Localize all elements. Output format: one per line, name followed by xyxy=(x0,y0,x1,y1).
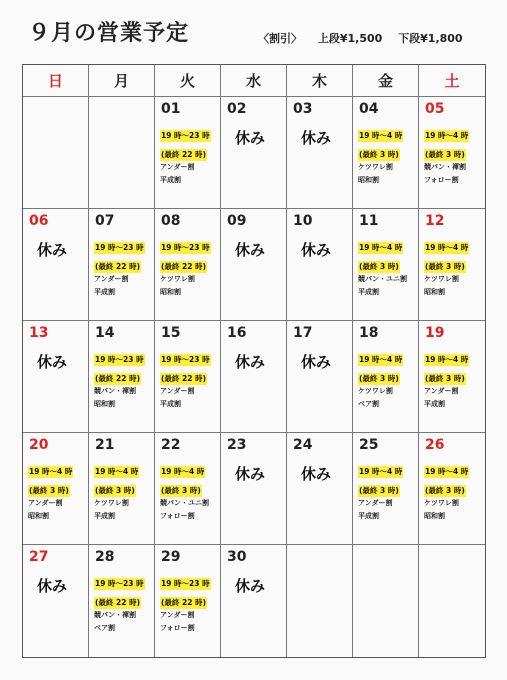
hours-line xyxy=(424,459,485,478)
opening-hours: 19 時〜4 時 xyxy=(425,243,469,252)
last-entry-line xyxy=(358,478,419,497)
hours-line xyxy=(424,235,485,254)
closed-label: 休み xyxy=(301,241,332,259)
day-number: 21 xyxy=(95,437,115,453)
day-cell xyxy=(287,209,353,321)
discount-upper: アンダー割 xyxy=(424,387,459,395)
day-number: 18 xyxy=(359,325,379,341)
opening-hours: 19 時〜23 時 xyxy=(95,243,144,252)
last-entry-line xyxy=(424,478,485,497)
opening-hours: 19 時〜4 時 xyxy=(425,467,469,476)
last-entry: (最終 22 時) xyxy=(161,150,207,159)
last-entry: (最終 22 時) xyxy=(95,598,141,607)
weekday-header-tue: 火 xyxy=(155,65,221,97)
day-number: 07 xyxy=(95,213,115,229)
hours-line xyxy=(160,123,221,142)
day-schedule xyxy=(358,459,419,523)
discount-lower: ベア割 xyxy=(94,624,115,632)
hours-line xyxy=(424,347,485,366)
last-entry: (最終 3 時) xyxy=(161,486,201,495)
hours-line xyxy=(94,347,155,366)
closed-label: 休み xyxy=(235,129,266,147)
day-number: 11 xyxy=(359,213,379,229)
day-schedule xyxy=(424,459,485,523)
opening-hours: 19 時〜23 時 xyxy=(95,579,144,588)
last-entry: (最終 22 時) xyxy=(161,598,207,607)
day-cell xyxy=(23,545,89,657)
last-entry-line xyxy=(94,366,155,385)
day-cell xyxy=(287,97,353,209)
last-entry: (最終 22 時) xyxy=(95,374,141,383)
day-number: 03 xyxy=(293,101,313,117)
discount-upper: 競パン・ユニ割 xyxy=(358,275,407,283)
last-entry: (最終 22 時) xyxy=(161,374,207,383)
opening-hours: 19 時〜4 時 xyxy=(161,467,205,476)
day-cell xyxy=(353,209,419,321)
day-number: 10 xyxy=(293,213,313,229)
hours-line xyxy=(424,123,485,142)
discount-lower: 昭和割 xyxy=(358,176,379,184)
closed-label: 休み xyxy=(235,577,266,595)
hours-line xyxy=(28,459,89,478)
day-number: 28 xyxy=(95,549,115,565)
discount-upper: アンダー割 xyxy=(160,611,195,619)
discount-upper: 競パン・褌割 xyxy=(94,387,136,395)
last-entry-line xyxy=(160,142,221,161)
day-number: 09 xyxy=(227,213,247,229)
closed-label: 休み xyxy=(37,577,68,595)
closed-label: 休み xyxy=(235,353,266,371)
last-entry: (最終 3 時) xyxy=(359,262,399,271)
day-cell xyxy=(419,321,485,433)
calendar-grid xyxy=(22,64,486,658)
day-number: 24 xyxy=(293,437,313,453)
opening-hours: 19 時〜4 時 xyxy=(359,131,403,140)
hours-line xyxy=(358,123,419,142)
day-number: 13 xyxy=(29,325,49,341)
opening-hours: 19 時〜4 時 xyxy=(425,355,469,364)
opening-hours: 19 時〜4 時 xyxy=(359,243,403,252)
discount-lower: 平成割 xyxy=(160,176,181,184)
day-number: 02 xyxy=(227,101,247,117)
day-cell xyxy=(353,433,419,545)
hours-line xyxy=(160,459,221,478)
day-cell xyxy=(155,209,221,321)
last-entry-line xyxy=(94,478,155,497)
empty-day-cell xyxy=(89,97,155,209)
day-cell xyxy=(155,321,221,433)
hours-line xyxy=(358,347,419,366)
day-schedule xyxy=(160,459,221,523)
discount-lower: 昭和割 xyxy=(94,400,115,408)
closed-label: 休み xyxy=(301,465,332,483)
opening-hours: 19 時〜23 時 xyxy=(161,131,210,140)
day-schedule xyxy=(94,347,155,411)
day-number: 06 xyxy=(29,213,49,229)
discount-lower: 昭和割 xyxy=(160,288,181,296)
day-number: 25 xyxy=(359,437,379,453)
discount-lower: 昭和割 xyxy=(424,288,445,296)
last-entry-line xyxy=(358,366,419,385)
discount-upper: ケツワレ割 xyxy=(94,499,129,507)
day-cell xyxy=(155,97,221,209)
day-cell xyxy=(23,433,89,545)
day-schedule xyxy=(94,235,155,299)
discount-upper: アンダー割 xyxy=(160,163,195,171)
last-entry: (最終 22 時) xyxy=(95,262,141,271)
weekday-header-sat: 土 xyxy=(419,65,485,97)
closed-label: 休み xyxy=(235,465,266,483)
opening-hours: 19 時〜23 時 xyxy=(95,355,144,364)
day-schedule xyxy=(94,571,155,635)
discount-lower: 昭和割 xyxy=(28,512,49,520)
day-cell xyxy=(89,321,155,433)
day-cell xyxy=(89,433,155,545)
day-schedule xyxy=(358,347,419,411)
closed-label: 休み xyxy=(301,129,332,147)
day-cell xyxy=(353,321,419,433)
day-schedule xyxy=(160,347,221,411)
discount-upper: 競パン・褌割 xyxy=(94,611,136,619)
day-number: 17 xyxy=(293,325,313,341)
day-number: 01 xyxy=(161,101,181,117)
day-number: 29 xyxy=(161,549,181,565)
hours-line xyxy=(358,459,419,478)
last-entry-line xyxy=(358,254,419,273)
last-entry-line xyxy=(160,366,221,385)
discount-upper: アンダー割 xyxy=(160,387,195,395)
hours-line xyxy=(160,347,221,366)
discount-lower: 昭和割 xyxy=(424,512,445,520)
day-cell xyxy=(221,321,287,433)
discount-lower: 平成割 xyxy=(160,400,181,408)
closed-label: 休み xyxy=(37,241,68,259)
day-cell xyxy=(23,209,89,321)
discount-lower: 平成割 xyxy=(94,288,115,296)
day-cell xyxy=(89,545,155,657)
opening-hours: 19 時〜23 時 xyxy=(161,243,210,252)
last-entry-line xyxy=(160,254,221,273)
hours-line xyxy=(94,235,155,254)
discount-label: 〈割引〉 xyxy=(258,32,302,45)
empty-day-cell xyxy=(353,545,419,657)
day-cell xyxy=(221,97,287,209)
last-entry: (最終 22 時) xyxy=(161,262,207,271)
last-entry-line xyxy=(94,254,155,273)
day-schedule xyxy=(28,459,89,523)
day-schedule xyxy=(358,123,419,187)
day-schedule xyxy=(424,347,485,411)
day-cell xyxy=(353,97,419,209)
day-number: 20 xyxy=(29,437,49,453)
day-number: 16 xyxy=(227,325,247,341)
day-cell xyxy=(23,321,89,433)
opening-hours: 19 時〜23 時 xyxy=(161,355,210,364)
last-entry: (最終 3 時) xyxy=(359,150,399,159)
last-entry: (最終 3 時) xyxy=(425,374,465,383)
discount-upper: 競パン・褌割 xyxy=(424,163,466,171)
discount-lower: フォロー割 xyxy=(160,624,195,632)
empty-day-cell xyxy=(23,97,89,209)
discount-upper: ケツワレ割 xyxy=(424,499,459,507)
hours-line xyxy=(94,571,155,590)
day-cell xyxy=(287,433,353,545)
last-entry-line xyxy=(358,142,419,161)
discount-upper: アンダー割 xyxy=(94,275,129,283)
day-number: 14 xyxy=(95,325,115,341)
discount-lower: 平成割 xyxy=(424,400,445,408)
day-schedule xyxy=(94,459,155,523)
last-entry: (最終 3 時) xyxy=(29,486,69,495)
day-cell xyxy=(419,433,485,545)
day-number: 15 xyxy=(161,325,181,341)
opening-hours: 19 時〜23 時 xyxy=(161,579,210,588)
weekday-header-mon: 月 xyxy=(89,65,155,97)
day-number: 22 xyxy=(161,437,181,453)
last-entry: (最終 3 時) xyxy=(95,486,135,495)
last-entry-line xyxy=(94,590,155,609)
day-cell xyxy=(221,433,287,545)
last-entry: (最終 3 時) xyxy=(359,374,399,383)
day-schedule xyxy=(160,235,221,299)
discount-lower: 平成割 xyxy=(358,512,379,520)
day-schedule xyxy=(160,123,221,187)
day-cell xyxy=(89,209,155,321)
last-entry: (最終 3 時) xyxy=(425,150,465,159)
day-schedule xyxy=(160,571,221,635)
discount-lower: フォロー割 xyxy=(424,176,459,184)
last-entry-line xyxy=(28,478,89,497)
day-number: 19 xyxy=(425,325,445,341)
discount-upper: アンダー割 xyxy=(358,499,393,507)
day-number: 23 xyxy=(227,437,247,453)
day-cell xyxy=(221,545,287,657)
discount-upper: ケツワレ割 xyxy=(358,163,393,171)
day-cell xyxy=(287,321,353,433)
opening-hours: 19 時〜4 時 xyxy=(359,467,403,476)
last-entry: (最終 3 時) xyxy=(425,486,465,495)
day-schedule xyxy=(424,235,485,299)
day-cell xyxy=(419,97,485,209)
hours-line xyxy=(160,571,221,590)
discount-upper: ケツワレ割 xyxy=(358,387,393,395)
empty-day-cell xyxy=(287,545,353,657)
opening-hours: 19 時〜4 時 xyxy=(29,467,73,476)
hours-line xyxy=(94,459,155,478)
discount-upper: 競パン・ユニ割 xyxy=(160,499,209,507)
day-cell xyxy=(155,545,221,657)
last-entry: (最終 3 時) xyxy=(425,262,465,271)
discount-lower: ベア割 xyxy=(358,400,379,408)
day-cell xyxy=(419,209,485,321)
day-cell xyxy=(155,433,221,545)
day-cell xyxy=(221,209,287,321)
day-schedule xyxy=(358,235,419,299)
closed-label: 休み xyxy=(235,241,266,259)
last-entry: (最終 3 時) xyxy=(359,486,399,495)
discount-upper: ケツワレ割 xyxy=(160,275,195,283)
day-number: 08 xyxy=(161,213,181,229)
hours-line xyxy=(358,235,419,254)
weekday-header-thu: 木 xyxy=(287,65,353,97)
empty-day-cell xyxy=(419,545,485,657)
last-entry-line xyxy=(424,142,485,161)
opening-hours: 19 時〜4 時 xyxy=(425,131,469,140)
lower-price: 下段¥1,800 xyxy=(398,32,463,45)
weekday-header-sun: 日 xyxy=(23,65,89,97)
last-entry-line xyxy=(160,590,221,609)
opening-hours: 19 時〜4 時 xyxy=(359,355,403,364)
day-number: 04 xyxy=(359,101,379,117)
day-number: 27 xyxy=(29,549,49,565)
discount-lower: フォロー割 xyxy=(160,512,195,520)
day-number: 30 xyxy=(227,549,247,565)
discount-price-info xyxy=(258,30,475,46)
last-entry-line xyxy=(160,478,221,497)
upper-price: 上段¥1,500 xyxy=(317,32,383,45)
discount-upper: アンダー割 xyxy=(28,499,63,507)
day-number: 26 xyxy=(425,437,445,453)
discount-lower: 平成割 xyxy=(358,288,379,296)
page-title: ９月の営業予定 xyxy=(28,21,190,46)
weekday-header-wed: 水 xyxy=(221,65,287,97)
closed-label: 休み xyxy=(301,353,332,371)
day-schedule xyxy=(424,123,485,187)
day-number: 12 xyxy=(425,213,445,229)
closed-label: 休み xyxy=(37,353,68,371)
discount-lower: 平成割 xyxy=(94,512,115,520)
last-entry-line xyxy=(424,366,485,385)
discount-upper: ケツワレ割 xyxy=(424,275,459,283)
weekday-header-fri: 金 xyxy=(353,65,419,97)
last-entry-line xyxy=(424,254,485,273)
opening-hours: 19 時〜4 時 xyxy=(95,467,139,476)
hours-line xyxy=(160,235,221,254)
day-number: 05 xyxy=(425,101,445,117)
